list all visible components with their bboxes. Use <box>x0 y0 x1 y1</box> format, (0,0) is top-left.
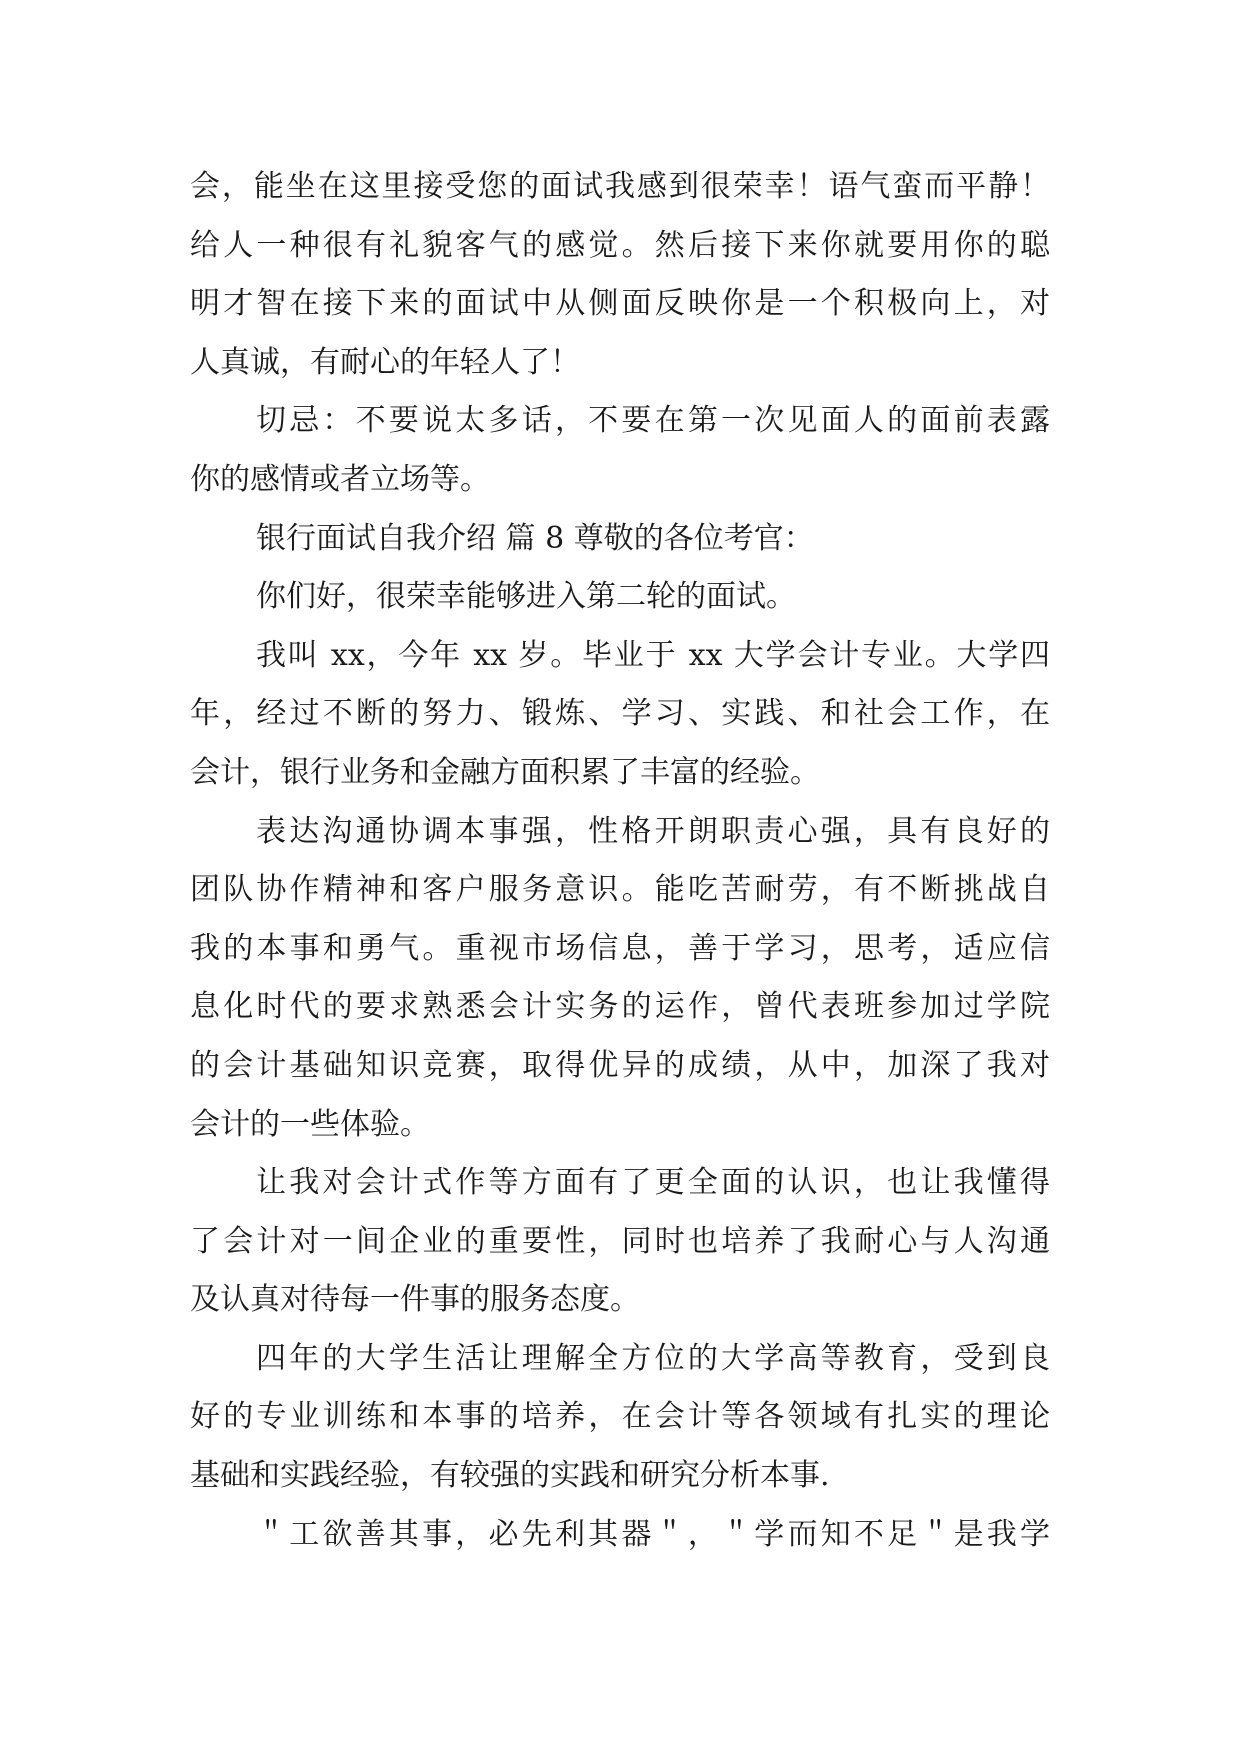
text-line: 好的专业训练和本事的培养，在会计等各领域有扎实的理论 <box>190 1399 1050 1435</box>
text-line: 人真诚，有耐心的年轻人了！ <box>190 344 580 380</box>
text-line: 表达沟通协调本事强，性格开朗职责心强，具有良好的 <box>256 813 1050 849</box>
document-body <box>190 158 1050 1564</box>
text-line: 会计，银行业务和金融方面积累了丰富的经验。 <box>190 754 820 790</box>
paragraph <box>190 510 1050 569</box>
text-line: 我的本事和勇气。重视市场信息，善于学习，思考，适应信 <box>190 930 1050 966</box>
text-line: 明才智在接下来的面试中从侧面反映你是一个积极向上，对 <box>190 286 1050 322</box>
text-line: ＂工欲善其事，必先利其器＂，＂学而知不足＂是我学 <box>256 1516 1050 1552</box>
text-line: 四年的大学生活让理解全方位的大学高等教育，受到良 <box>256 1340 1050 1376</box>
paragraph <box>190 627 1050 803</box>
text-line: 了会计对一间企业的重要性，同时也培养了我耐心与人沟通 <box>190 1223 1050 1259</box>
text-line: 息化时代的要求熟悉会计实务的运作，曾代表班参加过学院 <box>190 989 1050 1025</box>
text-line: 给人一种很有礼貌客气的感觉。然后接下来你就要用你的聪 <box>190 227 1050 263</box>
text-line: 基础和实践经验，有较强的实践和研究分析本事. <box>190 1458 830 1494</box>
text-line: 我叫 xx，今年 xx 岁。毕业于 xx 大学会计专业。大学四 <box>256 637 1050 673</box>
paragraph <box>190 392 1050 509</box>
text-line: 你们好，很荣幸能够进入第二轮的面试。 <box>256 579 796 615</box>
text-line: 年，经过不断的努力、锻炼、学习、实践、和社会工作，在 <box>190 696 1050 732</box>
paragraph <box>190 1330 1050 1506</box>
text-line: 的会计基础知识竞赛，取得优异的成绩，从中，加深了我对 <box>190 1047 1050 1083</box>
paragraph <box>190 158 1050 392</box>
text-line: 银行面试自我介绍 篇 8 尊敬的各位考官： <box>256 520 814 556</box>
paragraph <box>190 1154 1050 1330</box>
text-line: 会计的一些体验。 <box>190 1106 430 1142</box>
text-line: 会，能坐在这里接受您的面试我感到很荣幸！语气蛮而平静！ <box>190 169 1050 204</box>
paragraph <box>190 803 1050 1155</box>
text-line: 及认真对待每一件事的服务态度。 <box>190 1282 640 1318</box>
paragraph <box>190 1506 1050 1565</box>
text-line: 团队协作精神和客户服务意识。能吃苦耐劳，有不断挑战自 <box>190 872 1050 908</box>
paragraph <box>190 568 1050 627</box>
text-line: 让我对会计式作等方面有了更全面的认识，也让我懂得 <box>256 1165 1050 1201</box>
text-line: 你的感情或者立场等。 <box>190 461 490 497</box>
text-line: 切忌：不要说太多话，不要在第一次见面人的面前表露 <box>256 403 1050 439</box>
